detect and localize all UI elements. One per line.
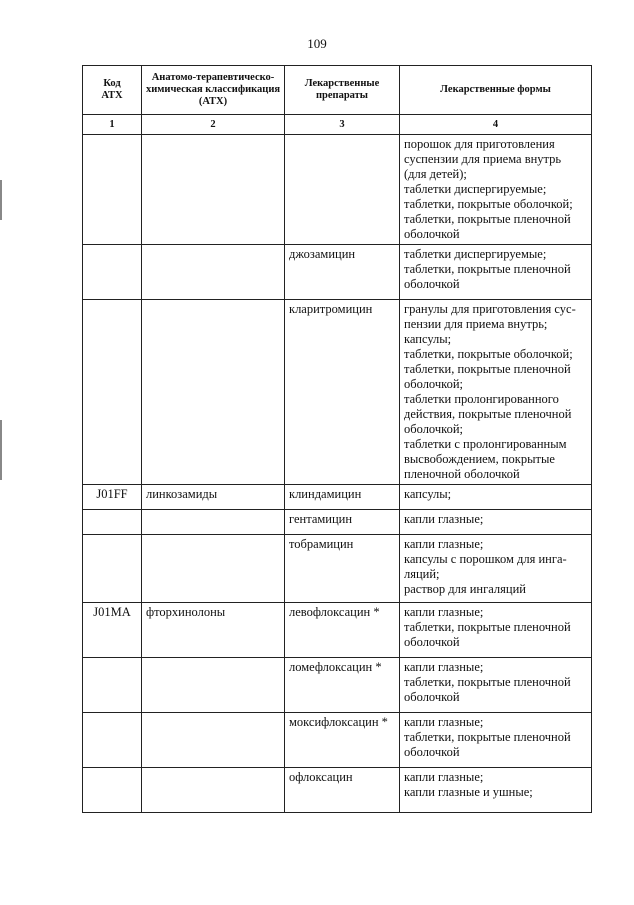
header-line: Анатомо-терапевтическо- [151,72,275,83]
table-row [83,510,592,535]
dosage-form-line: таблетки, покрытые пленочной [404,675,571,689]
header-line: препараты [315,90,369,101]
dosage-form-line: таблетки пролонгированного [404,392,559,406]
dosage-forms-cell [400,603,592,658]
scan-edge-mark [0,180,2,220]
dosage-form-line: капли глазные; [404,605,484,619]
header-dosage-forms [400,66,592,115]
dosage-forms-cell [400,135,592,245]
column-number: 1 [83,115,142,135]
atc-code-cell: J01MA [83,603,142,658]
header-drugs [285,66,400,115]
dosage-form-line: оболочкой [404,227,460,241]
dosage-form-line: таблетки, покрытые пленочной [404,730,571,744]
table-row [83,658,592,713]
dosage-form-line: капсулы; [404,487,452,501]
dosage-form-line: суспензии для приема внутрь [404,152,562,166]
drug-table [82,65,592,813]
dosage-form-line: капли глазные; [404,660,484,674]
column-number-row [83,115,592,135]
atc-code-cell [83,658,142,713]
dosage-form-line: оболочкой [404,635,460,649]
drug-name-cell: джозамицин [285,245,400,300]
header-atc-code [83,66,142,115]
dosage-form-line: оболочкой; [404,377,463,391]
atc-classification-cell [142,135,285,245]
atc-classification-cell [142,300,285,485]
column-number: 4 [400,115,592,135]
atc-classification-cell [142,658,285,713]
dosage-form-line: таблетки, покрытые оболочкой; [404,197,573,211]
drug-name-cell: офлоксацин [285,768,400,813]
dosage-forms-cell [400,658,592,713]
atc-code-cell [83,713,142,768]
dosage-forms-cell [400,535,592,603]
atc-classification-cell [142,535,285,603]
dosage-form-line: оболочкой [404,745,460,759]
dosage-form-line: таблетки диспергируемые; [404,182,547,196]
table-header-row [83,66,592,115]
dosage-form-line: действия, покрытые пленочной [404,407,572,421]
table-row [83,535,592,603]
atc-code-cell [83,768,142,813]
dosage-forms-cell [400,768,592,813]
header-line: Лекарственные формы [440,84,551,95]
drug-name-cell: тобрамицин [285,535,400,603]
dosage-form-line: оболочкой [404,690,460,704]
atc-code-cell [83,510,142,535]
drug-name-cell: клиндамицин [285,485,400,510]
drug-name-cell: ломефлоксацин * [285,658,400,713]
page-number: 109 [307,36,327,51]
drug-name-cell: левофлоксацин * [285,603,400,658]
table-row [83,245,592,300]
dosage-form-line: пензии для приема внутрь; [404,317,548,331]
dosage-forms-cell [400,485,592,510]
atc-code-cell [83,300,142,485]
table-row [83,485,592,510]
dosage-form-line: высвобождением, покрытые [404,452,555,466]
column-number: 2 [142,115,285,135]
dosage-form-line: (для детей); [404,167,467,181]
atc-code-cell: J01FF [83,485,142,510]
atc-classification-cell [142,245,285,300]
atc-code-cell [83,535,142,603]
dosage-forms-cell [400,713,592,768]
atc-classification-cell [142,510,285,535]
table-row [83,300,592,485]
header-line: Код [103,78,121,89]
header-line: АТХ [101,90,123,101]
dosage-forms-cell [400,510,592,535]
dosage-forms-cell [400,300,592,485]
dosage-form-line: раствор для ингаляций [404,582,526,596]
dosage-forms-cell [400,245,592,300]
drug-name-cell: моксифлоксацин * [285,713,400,768]
dosage-form-line: капли глазные и ушные; [404,785,533,799]
drug-name-cell [285,135,400,245]
dosage-form-line: капсулы; [404,332,452,346]
scan-edge-mark [0,420,2,480]
atc-classification-cell: линкозамиды [142,485,285,510]
header-line: Лекарственные [304,78,380,89]
dosage-form-line: капли глазные; [404,537,484,551]
dosage-form-line: гранулы для приготовления сус- [404,302,576,316]
dosage-form-line: таблетки, покрытые оболочкой; [404,347,573,361]
dosage-form-line: таблетки диспергируемые; [404,247,547,261]
dosage-form-line: таблетки, покрытые пленочной [404,620,571,634]
atc-code-cell [83,135,142,245]
dosage-form-line: порошок для приготовления [404,137,555,151]
table-row [83,768,592,813]
atc-classification-cell: фторхинолоны [142,603,285,658]
dosage-form-line: таблетки, покрытые пленочной [404,362,571,376]
dosage-form-line: ляций; [404,567,440,581]
drug-name-cell: кларитромицин [285,300,400,485]
dosage-form-line: пленочной оболочкой [404,467,520,481]
drug-name-cell: гентамицин [285,510,400,535]
dosage-form-line: оболочкой; [404,422,463,436]
dosage-form-line: таблетки с пролонгированным [404,437,567,451]
column-number: 3 [285,115,400,135]
dosage-form-line: таблетки, покрытые пленочной [404,262,571,276]
table-row [83,135,592,245]
dosage-form-line: таблетки, покрытые пленочной [404,212,571,226]
header-line: химическая классификация [145,84,281,95]
dosage-form-line: капли глазные; [404,512,484,526]
atc-code-cell [83,245,142,300]
dosage-form-line: капсулы с порошком для инга- [404,552,567,566]
header-line: (АТХ) [198,96,228,107]
header-atc-classification [142,66,285,115]
table-row [83,713,592,768]
atc-classification-cell [142,713,285,768]
dosage-form-line: капли глазные; [404,715,484,729]
dosage-form-line: оболочкой [404,277,460,291]
atc-classification-cell [142,768,285,813]
dosage-form-line: капли глазные; [404,770,484,784]
table-row [83,603,592,658]
